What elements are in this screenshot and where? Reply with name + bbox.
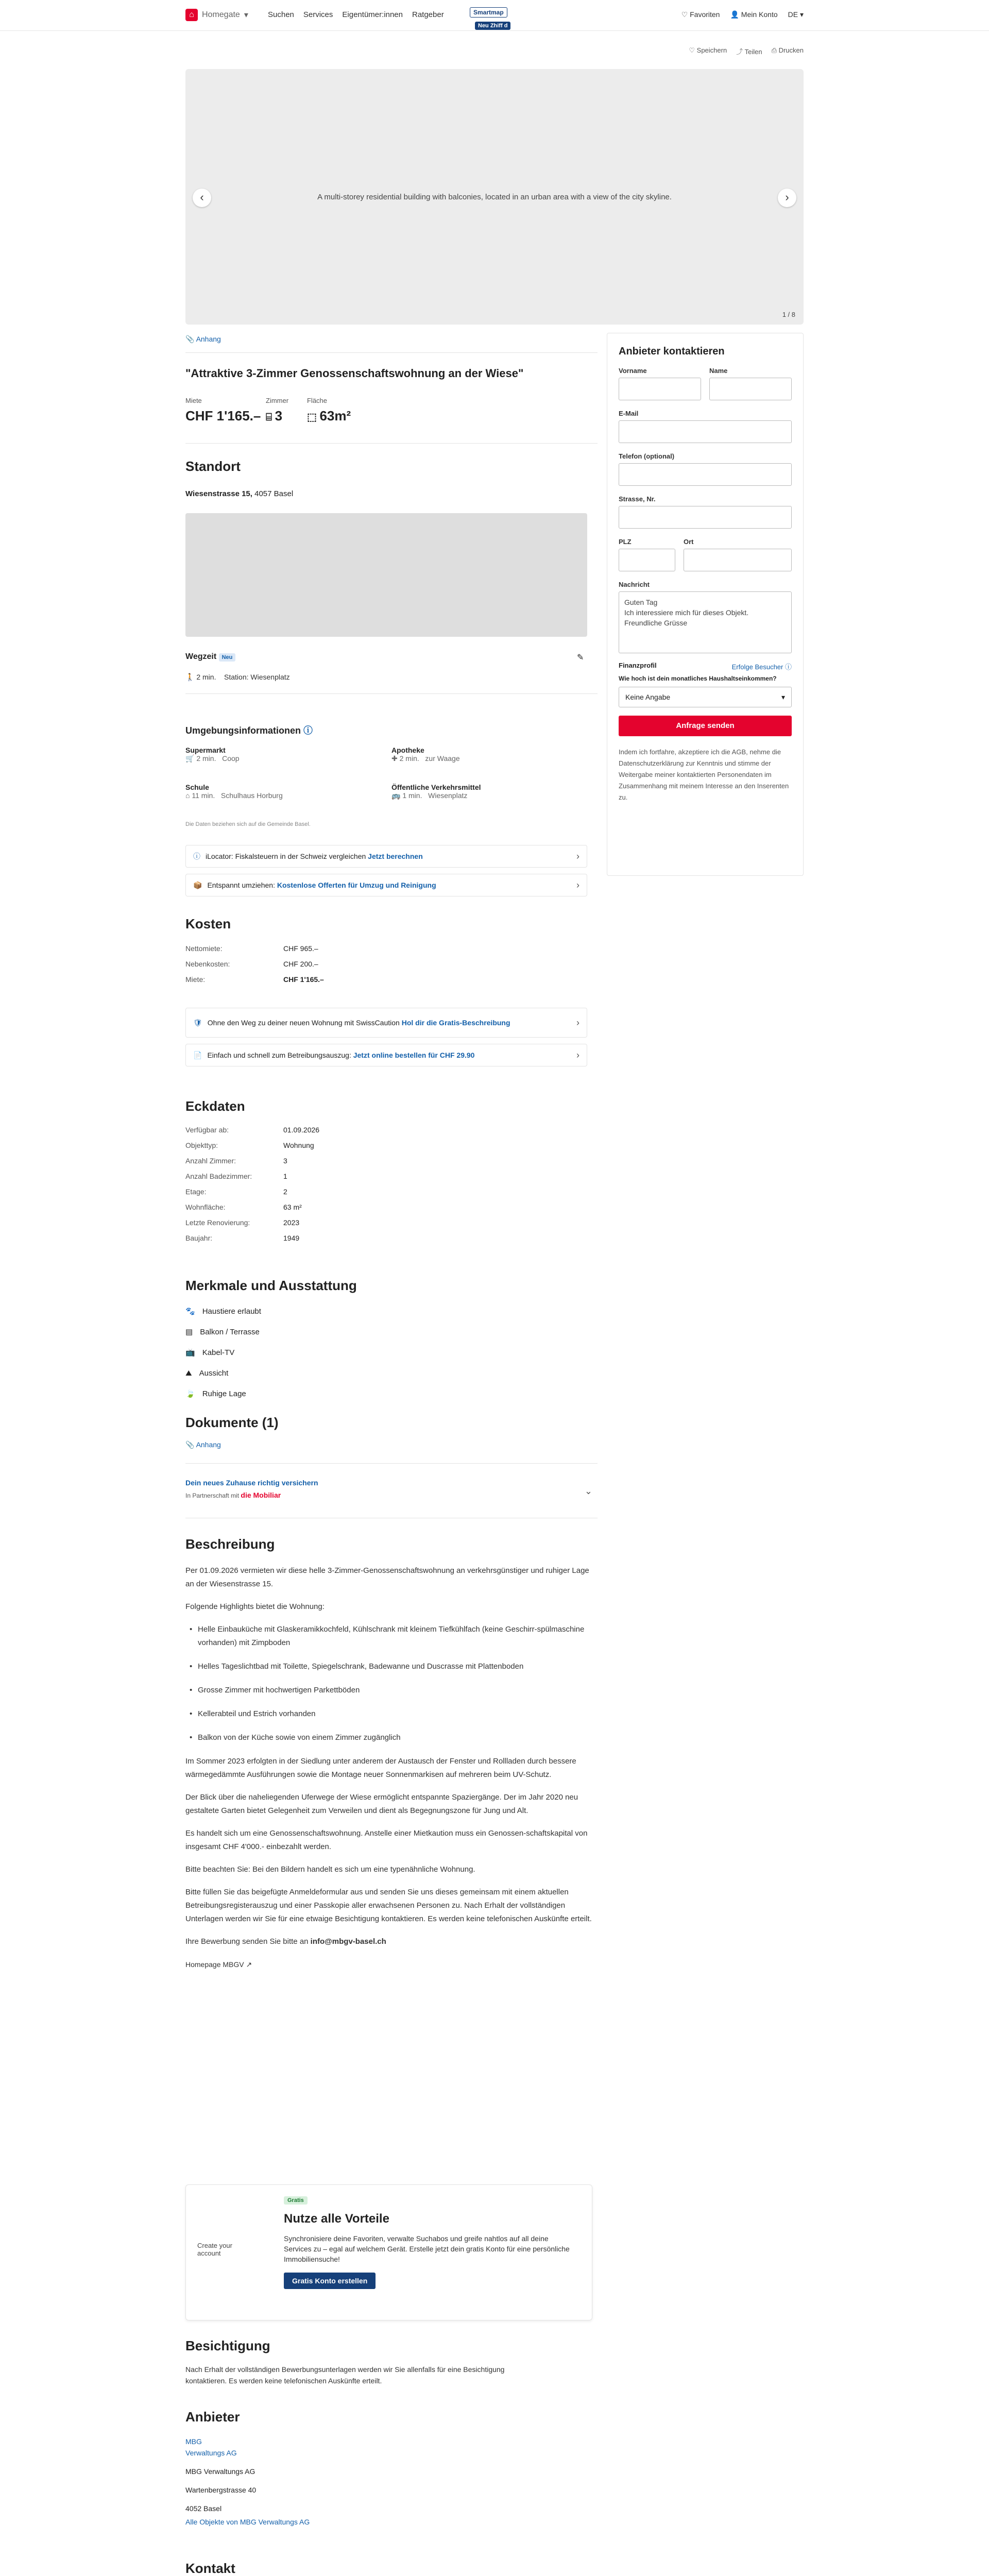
- env-item: Apotheke ✚ 2 min. zur Waage: [391, 746, 460, 762]
- finance-link[interactable]: Erfolge Besucher ⓘ: [731, 663, 792, 671]
- description-heading: Beschreibung: [185, 1536, 275, 1552]
- first-name-label: Vorname: [619, 367, 647, 375]
- cost-row: Nettomiete: CHF 965.–: [185, 944, 318, 953]
- documents-heading: Dokumente (1): [185, 1415, 279, 1430]
- insurance-partner: In Partnerschaft mit die Mobiliar: [185, 1491, 281, 1499]
- user-icon: 👤: [730, 10, 741, 19]
- leaf-icon: 🍃: [185, 1389, 195, 1398]
- description-paragraph: Ihre Bewerbung senden Sie bitte an info@mbgv-basel.ch: [185, 1937, 386, 1946]
- paperclip-icon: 📎: [185, 335, 196, 343]
- provider-city: 4052 Basel: [185, 2504, 222, 2513]
- email-link[interactable]: info@mbgv-basel.ch: [310, 1937, 386, 1946]
- phone-field[interactable]: [619, 463, 792, 486]
- provider-info: [185, 2436, 310, 2528]
- school-icon: ⌂: [185, 791, 192, 800]
- external-link-icon: ↗: [246, 1960, 252, 1969]
- viewing-heading: Besichtigung: [185, 2338, 270, 2353]
- language-selector[interactable]: DE ▾: [788, 10, 804, 19]
- keydata-table: [185, 1122, 443, 1246]
- features-list: [185, 1301, 494, 1404]
- account-promo-title: Nutze alle Vorteile: [284, 2212, 389, 2226]
- attachment-link[interactable]: 📎 Anhang: [185, 335, 221, 343]
- contact-heading: Kontakt: [185, 2561, 235, 2576]
- legal-text: Indem ich fortfahre, akzeptiere ich die AGB, nehme die Datenschutzerklärung zur Kenntnis und stimme der Weitergabe meiner kontaktierten Personendaten im Zusammenhang mit meinem Interesse an den Inserenten zu.: [619, 748, 789, 801]
- walk-icon: 🚶: [185, 673, 197, 681]
- print-button[interactable]: ⎙ Drucken: [771, 46, 804, 54]
- phone-label: Telefon (optional): [619, 452, 675, 460]
- route-label: Wegzeit Neu: [185, 652, 235, 662]
- create-account-button[interactable]: Gratis Konto erstellen: [284, 2273, 376, 2289]
- keydata-row: Letzte Renovierung: 2023: [185, 1218, 300, 1227]
- provider-logo-sub[interactable]: Verwaltungs AG: [185, 2449, 237, 2457]
- shield-icon: 🛡: [193, 1018, 202, 1027]
- message-label: Nachricht: [619, 581, 650, 588]
- nav-item-search[interactable]: Suchen: [268, 10, 294, 19]
- street-field[interactable]: [619, 506, 792, 529]
- environment-heading: Umgebungsinformationen ⓘ: [185, 725, 313, 736]
- mountain-icon: ⛰: [185, 1369, 192, 1378]
- description-body: [185, 1564, 592, 1971]
- promo-ilocator[interactable]: ⓘ iLocator: Fiskalsteuern in der Schweiz vergleichen Jetzt berechnen ›: [185, 845, 587, 868]
- edit-icon[interactable]: ✎: [577, 653, 584, 662]
- site-header: [0, 0, 989, 31]
- account-promo-text: Synchronisiere deine Favoriten, verwalte Suchabos und greife nahtlos auf all deine Services zu – egal auf welchem Gerät. Erstelle jetzt dein gratis Konto für eine persönliche Immobiliensuche!: [284, 2234, 570, 2263]
- city-field[interactable]: [684, 549, 792, 571]
- rent-value: CHF 1'165.–: [185, 408, 261, 423]
- account-promo-card: [185, 2184, 592, 2320]
- costs-heading: Kosten: [185, 916, 231, 931]
- all-objects-link[interactable]: Alle Objekte von MBG Verwaltungs AG: [185, 2518, 310, 2526]
- location-heading: Standort: [185, 459, 241, 474]
- cost-row: Miete: CHF 1'165.–: [185, 975, 324, 984]
- provider-heading: Anbieter: [185, 2409, 240, 2425]
- costs-table: [185, 941, 443, 987]
- new-badge: Neu: [219, 653, 236, 662]
- cart-icon: 🛒: [185, 754, 197, 762]
- route-info: 🚶 2 min. Station: Wiesenplatz: [185, 673, 290, 681]
- keydata-row: Anzahl Zimmer: 3: [185, 1157, 287, 1165]
- image-gallery[interactable]: [185, 69, 804, 325]
- insurance-title: Dein neues Zuhause richtig versichern: [185, 1479, 318, 1487]
- cost-row: Nebenkosten: CHF 200.–: [185, 960, 318, 968]
- chevron-right-icon: ›: [576, 879, 579, 890]
- pharmacy-icon: ✚: [391, 754, 400, 762]
- info-icon: ⓘ: [193, 852, 200, 860]
- viewing-text: Nach Erhalt der vollständigen Bewerbungsunterlagen werden wir Sie allenfalls für eine Besichtigung kontaktieren. Es werden keine telefonischen Auskünfte erteilt.: [185, 2365, 505, 2385]
- mobiliar-logo: die Mobiliar: [241, 1491, 281, 1499]
- description-paragraph: Bitte beachten Sie: Bei den Bildern handelt es sich um eine typenähnliche Wohnung.: [185, 1865, 475, 1874]
- chevron-right-icon: ›: [576, 1049, 579, 1060]
- last-name-input[interactable]: [709, 378, 792, 400]
- gallery-image-caption: A multi-storey residential building with balconies, located in an urban area with a view of the city skyline.: [317, 193, 672, 201]
- promo-moving[interactable]: 📦 Entspannt umziehen: Kostenlose Offerten für Umzug und Reinigung ›: [185, 874, 587, 896]
- keydata-row: Objekttyp: Wohnung: [185, 1141, 314, 1149]
- nav-item-guide[interactable]: Ratgeber: [412, 10, 444, 19]
- street-label: Strasse, Nr.: [619, 495, 656, 503]
- feature-item: 🐾 Haustiere erlaubt: [185, 1301, 494, 1322]
- first-name-input[interactable]: [619, 378, 701, 400]
- main-nav: [268, 10, 444, 19]
- account-promo-left: Create your account: [197, 2242, 232, 2257]
- provider-street: Wartenbergstrasse 40: [185, 2486, 257, 2494]
- gallery-prev-button[interactable]: ‹: [193, 189, 211, 207]
- account-link[interactable]: 👤 Mein Konto: [730, 10, 778, 19]
- address: Wiesenstrasse 15, 4057 Basel: [185, 489, 294, 498]
- header-actions: [681, 10, 804, 19]
- email-field[interactable]: [619, 420, 792, 443]
- description-paragraph: Es handelt sich um eine Genossenschaftswohnung. Anstelle einer Mietkaution muss ein Genossen-schaftskapital von insgesamt CHF 4'000.- einbezahlt werden.: [185, 1829, 588, 1851]
- rooms-value: ⌸ 3: [266, 408, 283, 423]
- keydata-row: Etage: 2: [185, 1188, 287, 1196]
- provider-logo-text[interactable]: MBG: [185, 2437, 202, 2446]
- chevron-down-icon: ⌄: [584, 1486, 592, 1496]
- keydata-row: Anzahl Badezimmer: 1: [185, 1172, 287, 1180]
- area-value: ⬚ 63m²: [307, 408, 351, 423]
- finance-profile-row: Finanzprofil Erfolge Besucher ⓘ: [619, 662, 792, 671]
- zip-field[interactable]: [619, 549, 675, 571]
- feature-item: 🍃 Ruhige Lage: [185, 1384, 494, 1404]
- nav-item-owners[interactable]: Eigentümer:innen: [342, 10, 403, 19]
- chevron-right-icon: ›: [576, 851, 579, 861]
- contact-form: [607, 333, 804, 876]
- area-icon: ⬚: [307, 412, 320, 423]
- nav-item-services[interactable]: Services: [303, 10, 333, 19]
- chevron-down-icon: ▾: [781, 693, 785, 701]
- tv-icon: 📺: [185, 1348, 195, 1357]
- rent-label: Miete: [185, 397, 202, 404]
- divider: [185, 1463, 598, 1464]
- feature-item: ⛰ Aussicht: [185, 1363, 494, 1384]
- promo-debt-extract[interactable]: 📄 Einfach und schnell zum Betreibungsauszug: Jetzt online bestellen für CHF 29.90 ›: [185, 1044, 587, 1066]
- document-link[interactable]: 📎 Anhang: [185, 1440, 221, 1449]
- contact-form-title: Anbieter kontaktieren: [619, 346, 725, 357]
- keydata-row: Baujahr: 1949: [185, 1234, 300, 1242]
- chevron-down-icon: ▾: [244, 11, 248, 20]
- description-bullet: • Helle Einbauküche mit Glaskeramikkochfeld, Kühlschrank mit kleinem Tiefkühlfach (keine Geschirr-spülmaschine vorhanden) mit Zimpboden: [185, 1623, 592, 1650]
- info-icon[interactable]: ⓘ: [303, 725, 313, 736]
- description-bullet: • Grosse Zimmer mit hochwertigen Parkettböden: [185, 1684, 592, 1697]
- box-icon: 📦: [193, 880, 202, 889]
- provider-name: MBG Verwaltungs AG: [185, 2467, 255, 2476]
- balcony-icon: ▤: [185, 1328, 193, 1336]
- share-button[interactable]: ⤴ Teilen: [736, 48, 762, 56]
- keydata-row: Verfügbar ab: 01.09.2026: [185, 1126, 320, 1134]
- feature-item: ▤ Balkon / Terrasse: [185, 1322, 494, 1343]
- description-paragraph: Im Sommer 2023 erfolgten in der Siedlung unter anderem der Austausch der Fenster und Rollladen durch bessere wärmegedämmte Ausführungen sowie die Montage neuer Sonnenmarkisen auf mehreren beim UV-Schutz.: [185, 1757, 576, 1779]
- heart-icon: ♡: [681, 10, 690, 19]
- favorites-link[interactable]: ♡ Favoriten: [681, 10, 720, 19]
- paperclip-icon: 📎: [185, 1440, 196, 1449]
- area-label: Fläche: [307, 397, 328, 404]
- listing-actions: [689, 46, 804, 56]
- save-button[interactable]: ♡ Speichern: [689, 46, 727, 54]
- new-badge: Neu Zhiff d: [475, 22, 510, 30]
- free-badge: Gratis: [284, 2196, 308, 2205]
- features-heading: Merkmale und Ausstattung: [185, 1278, 357, 1293]
- feature-item: 📺 Kabel-TV: [185, 1343, 494, 1363]
- divider: [185, 693, 598, 694]
- env-item: Supermarkt 🛒 2 min. Coop: [185, 746, 240, 762]
- listing-title: "Attraktive 3-Zimmer Genossenschaftswohnung an der Wiese": [185, 367, 524, 380]
- income-select[interactable]: Keine Angabe ▾: [619, 687, 792, 707]
- message-textarea[interactable]: Guten Tag Ich interessiere mich für dieses Objekt. Freundliche Grüsse: [619, 591, 792, 653]
- door-icon: ⌸: [266, 412, 275, 423]
- env-item: Öffentliche Verkehrsmittel 🚌 1 min. Wiesenplatz: [391, 783, 481, 800]
- keydata-heading: Eckdaten: [185, 1098, 245, 1114]
- env-note: Die Daten beziehen sich auf die Gemeinde Basel.: [185, 821, 311, 827]
- description-paragraph: Folgende Highlights bietet die Wohnung:: [185, 1602, 325, 1611]
- rooms-label: Zimmer: [266, 397, 289, 404]
- gallery-counter: 1 / 8: [782, 311, 795, 318]
- income-question: Wie hoch ist dein monatliches Haushaltseinkommen?: [619, 675, 777, 682]
- description-paragraph: Bitte füllen Sie das beigefügte Anmeldeformular aus und senden Sie uns dieses gemeinsam mit einem aktuellen Betreibungsregisterauszug und einer Passkopie aller erwachsenen Personen zu. Nach Erhalt der vollständigen Unterlagen werden wir Sie für eine etwaige Besichtigung kontaktieren. Es werden keine telefonischen Auskünfte erteilt.: [185, 1888, 592, 1923]
- gallery-next-button[interactable]: ›: [778, 189, 796, 207]
- bus-icon: 🚌: [391, 791, 403, 800]
- insurance-promo[interactable]: [185, 1479, 592, 1512]
- homegate-logo[interactable]: [185, 9, 248, 21]
- chevron-right-icon: ›: [576, 1017, 579, 1028]
- description-bullet: • Helles Tageslichtbad mit Toilette, Spiegelschrank, Badewanne und Duscrasse mit Plattenboden: [185, 1660, 592, 1673]
- homepage-link[interactable]: Homepage MBGV ↗: [185, 1960, 252, 1969]
- env-item: Schule ⌂ 11 min. Schulhaus Horburg: [185, 783, 283, 800]
- last-name-label: Name: [709, 367, 728, 375]
- zip-label: PLZ: [619, 538, 632, 546]
- smartmap-badge[interactable]: Smartmap: [470, 7, 507, 18]
- description-bullet: • Kellerabteil und Estrich vorhanden: [185, 1707, 592, 1721]
- brand-name: Homegate: [202, 10, 240, 19]
- location-map[interactable]: [185, 513, 587, 637]
- city-label: Ort: [684, 538, 694, 546]
- divider: [185, 352, 598, 353]
- divider: [185, 443, 598, 444]
- keydata-row: Wohnfläche: 63 m²: [185, 1203, 302, 1211]
- promo-swisscaution[interactable]: 🛡 Ohne den Weg zu deiner neuen Wohnung mit SwissCaution Hol dir die Gratis-Beschreibung ›: [185, 1008, 587, 1038]
- email-label: E-Mail: [619, 410, 639, 417]
- description-paragraph: Der Blick über die naheliegenden Uferwege der Wiese ermöglicht entspannte Spaziergänge. Der im Jahr 2020 neu gestaltete Garten bietet Gelegenheit zum Verweilen und dient als Begegnungszone für Jung und Alt.: [185, 1793, 578, 1815]
- paw-icon: 🐾: [185, 1307, 195, 1316]
- description-bullet: • Balkon von der Küche sowie von einem Zimmer zugänglich: [185, 1731, 592, 1744]
- document-icon: 📄: [193, 1050, 202, 1059]
- send-request-button[interactable]: Anfrage senden: [619, 716, 792, 736]
- homegate-logo-icon: ⌂: [185, 9, 198, 21]
- description-paragraph: Per 01.09.2026 vermieten wir diese helle 3-Zimmer-Genossenschaftswohnung an verkehrsgünstiger und ruhiger Lage an der Wiesenstrasse 15.: [185, 1566, 589, 1588]
